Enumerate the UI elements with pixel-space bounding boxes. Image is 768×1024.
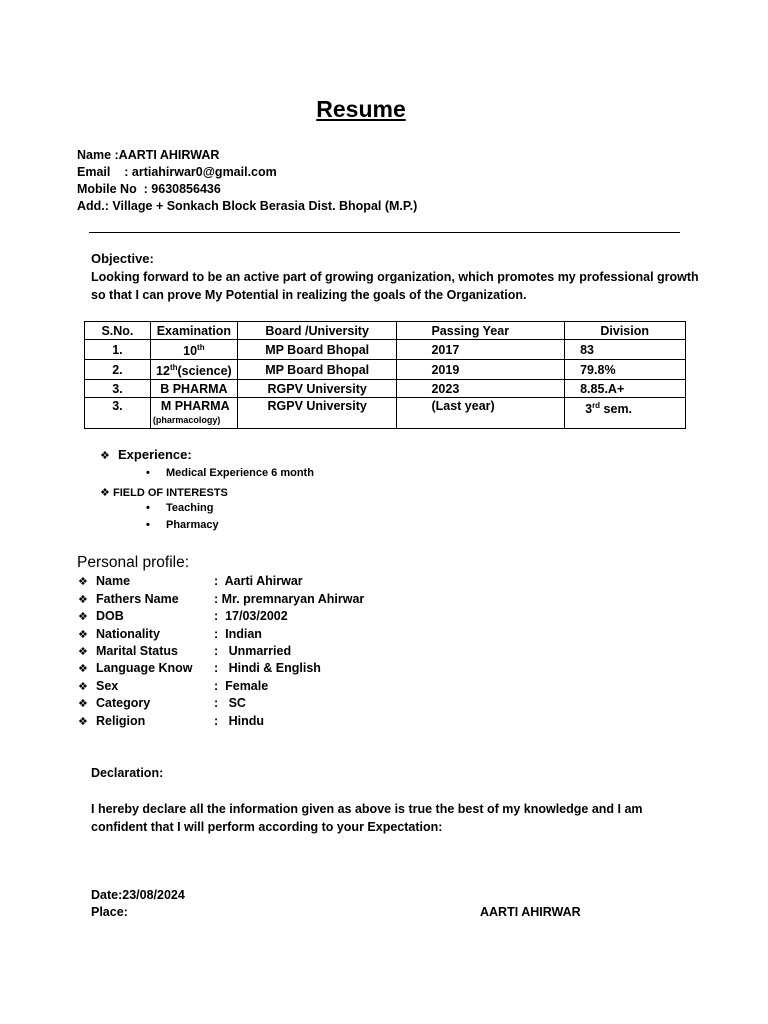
objective-heading: Objective: (91, 251, 154, 266)
cell-exam: 10th (150, 340, 237, 360)
contact-block (77, 147, 417, 215)
cell-board: MP Board Bhopal (237, 360, 397, 380)
header-passing-year: Passing Year (397, 322, 565, 340)
table-row (85, 380, 686, 398)
cell-division: 79.8% (565, 360, 686, 380)
cell-sno: 3. (85, 380, 151, 398)
diamond-bullet-icon: ❖ (78, 716, 88, 728)
signature-name: AARTI AHIRWAR (480, 905, 581, 919)
cell-year: 2019 (397, 360, 565, 380)
interests-heading-row (100, 486, 228, 499)
diamond-bullet-icon: ❖ (78, 629, 88, 641)
cell-sno: 1. (85, 340, 151, 360)
diamond-bullet-icon: ❖ (78, 681, 88, 693)
cell-year: 2023 (397, 380, 565, 398)
diamond-bullet-icon: ❖ (100, 450, 110, 462)
declaration-line-2: confident that I will perform according to your Expectation: (91, 820, 443, 834)
cell-year: (Last year) (397, 398, 565, 429)
table-row (85, 398, 686, 429)
contact-address: Add.: Village + Sonkach Block Berasia Dist. Bhopal (M.P.) (77, 199, 418, 213)
personal-profile-heading: Personal profile: (77, 554, 190, 571)
bullet-icon: • (146, 467, 150, 479)
cell-division: 3rd sem. (565, 398, 686, 429)
cell-division: 83 (565, 340, 686, 360)
list-item: • Pharmacy (146, 519, 219, 531)
declaration-text (91, 800, 643, 836)
header-sno: S.No. (85, 322, 151, 340)
diamond-bullet-icon: ❖ (100, 487, 110, 499)
cell-division: 8.85.A+ (565, 380, 686, 398)
diamond-bullet-icon: ❖ (78, 594, 88, 606)
diamond-bullet-icon: ❖ (78, 646, 88, 658)
contact-email: Email : artiahirwar0@gmail.com (77, 165, 277, 179)
footer-date: Date:23/08/2024 (91, 888, 185, 902)
cell-board: RGPV University (237, 398, 397, 429)
cell-board: MP Board Bhopal (237, 340, 397, 360)
footer-place: Place: (91, 905, 128, 919)
cell-exam: 12th(science) (150, 360, 237, 380)
bullet-icon: • (146, 502, 150, 514)
cell-exam: B PHARMA (150, 380, 237, 398)
cell-sno: 3. (85, 398, 151, 429)
header-division: Division (565, 322, 686, 340)
table-row (85, 360, 686, 380)
list-item: • Medical Experience 6 month (146, 467, 314, 479)
declaration-line-1: I hereby declare all the information given as above is true the best of my knowledge and I am (91, 802, 643, 816)
cell-year: 2017 (397, 340, 565, 360)
diamond-bullet-icon: ❖ (78, 611, 88, 623)
diamond-bullet-icon: ❖ (78, 698, 88, 710)
experience-heading-row (100, 447, 192, 462)
header-board: Board /University (237, 322, 397, 340)
objective-line-1: Looking forward to be an active part of growing organization, which promotes my professional growth (91, 270, 699, 284)
table-header-row (85, 322, 686, 340)
contact-mobile: Mobile No : 9630856436 (77, 182, 221, 196)
header-examination: Examination (150, 322, 237, 340)
declaration-heading: Declaration: (91, 766, 164, 780)
bullet-icon: • (146, 519, 150, 531)
interests-heading: FIELD OF INTERESTS (113, 487, 228, 499)
objective-section (91, 250, 699, 304)
cell-exam: M PHARMA (pharmacology) (150, 398, 237, 429)
education-table (84, 321, 686, 429)
diamond-bullet-icon: ❖ (78, 576, 88, 588)
contact-name: Name :AARTI AHIRWAR (77, 148, 220, 162)
divider (89, 232, 680, 233)
cell-sno: 2. (85, 360, 151, 380)
diamond-bullet-icon: ❖ (78, 663, 88, 675)
table-row (85, 340, 686, 360)
objective-line-2: so that I can prove My Potential in realizing the goals of the Organization. (91, 288, 527, 302)
list-item: • Teaching (146, 502, 214, 514)
experience-heading: Experience: (118, 447, 192, 462)
cell-board: RGPV University (237, 380, 397, 398)
resume-title: Resume (316, 96, 406, 122)
